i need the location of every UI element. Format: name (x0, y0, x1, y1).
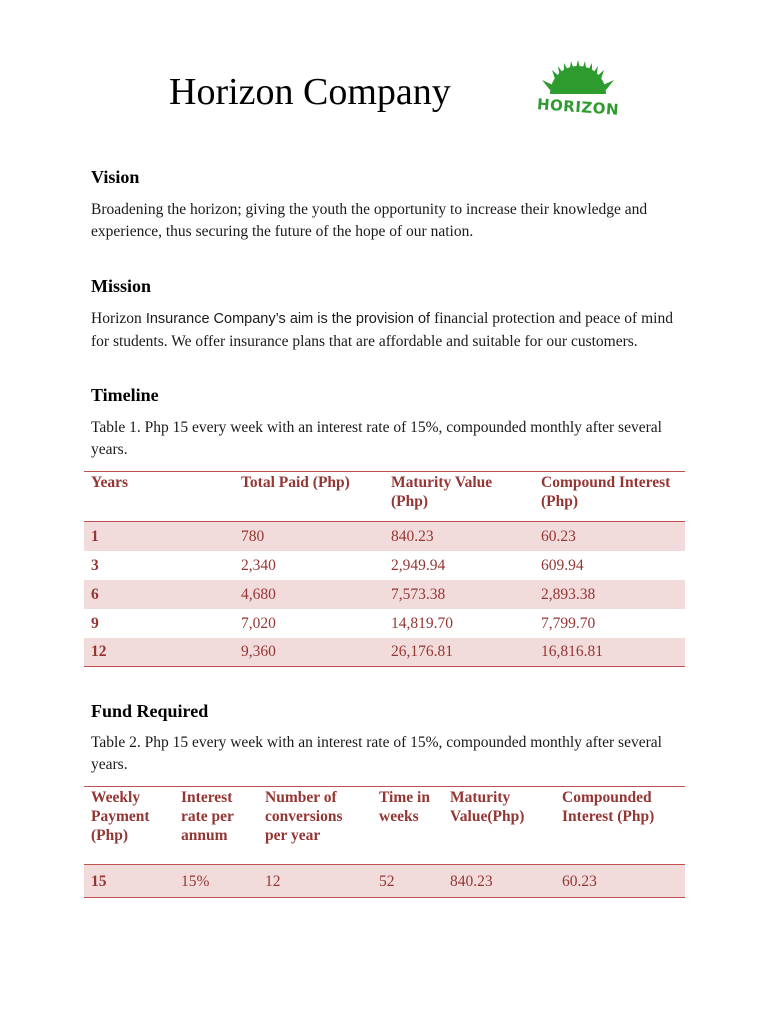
table-row (84, 638, 685, 667)
table-cell: 12 (258, 865, 372, 898)
column-header: Compounded Interest (Php) (555, 787, 685, 865)
mission-text-part2: Insurance Company’s aim is the provision of (141, 311, 435, 327)
table-cell: 16,816.81 (534, 638, 685, 667)
table-cell: 7,573.38 (384, 580, 534, 609)
column-header: Interest rate per annum (174, 787, 258, 865)
table-cell: 15% (174, 865, 258, 898)
table2-caption: Table 2. Php 15 every week with an interest rate of 15%, compounded monthly after several years. (91, 734, 662, 773)
table-cell: 52 (372, 865, 443, 898)
table-row (84, 865, 685, 898)
table-cell: 4,680 (234, 580, 384, 609)
mission-heading: Mission (91, 276, 152, 296)
vision-heading: Vision (91, 167, 140, 187)
column-header: Weekly Payment (Php) (84, 787, 174, 865)
mission-text-part1: Horizon (91, 310, 142, 327)
column-header: Time in weeks (372, 787, 443, 865)
table-cell: 609.94 (541, 556, 584, 574)
table-row (84, 609, 685, 638)
column-header: Total Paid (Php) (234, 472, 384, 522)
table-cell: 2,949.94 (391, 556, 446, 574)
table-cell: 15 (84, 865, 174, 898)
column-header: Maturity Value(Php) (443, 787, 555, 865)
table-row (84, 580, 685, 609)
table-header-row (84, 787, 685, 865)
timeline-heading: Timeline (91, 385, 159, 405)
table-cell: 840.23 (384, 522, 534, 551)
table-cell: 1 (84, 522, 234, 551)
horizon-logo (528, 58, 628, 128)
table-cell: 14,819.70 (391, 614, 453, 632)
vision-text: Broadening the horizon; giving the youth the opportunity to increase their knowledge and experience, thus securing the future of the hope of our nation. (91, 201, 648, 240)
table-cell: 60.23 (534, 522, 685, 551)
page-title: Horizon Company (169, 71, 451, 113)
fund-table (84, 786, 685, 898)
table-cell: 9,360 (234, 638, 384, 667)
table1-caption: Table 1. Php 15 every week with an interest rate of 15%, compounded monthly after several years. (91, 419, 662, 458)
column-header: Number of conversions per year (258, 787, 372, 865)
table-cell: 2,893.38 (534, 580, 685, 609)
logo-text: HORIZON (536, 95, 620, 119)
table-cell: 60.23 (555, 865, 685, 898)
fund-heading: Fund Required (91, 701, 209, 721)
table-row (84, 522, 685, 551)
mission-text (91, 308, 691, 352)
table-cell: 3 (91, 556, 99, 574)
table-cell: 12 (84, 638, 234, 667)
mission-text-part3: financial protection and peace of mind for students. We offer insurance plans that are affordable and suitable for our customers. (91, 310, 673, 350)
column-header: Compound Interest (Php) (534, 472, 685, 522)
table-cell: 780 (234, 522, 384, 551)
table-cell: 7,020 (241, 614, 276, 632)
table-cell: 7,799.70 (541, 614, 596, 632)
column-header: Years (84, 472, 234, 522)
table-cell: 6 (84, 580, 234, 609)
table-cell: 2,340 (241, 556, 276, 574)
table-header-row (84, 472, 685, 522)
table-cell: 26,176.81 (384, 638, 534, 667)
column-header: Maturity Value (Php) (384, 472, 534, 522)
timeline-table (84, 471, 685, 667)
table-row (84, 551, 685, 580)
table-cell: 840.23 (443, 865, 555, 898)
table-cell: 9 (91, 614, 99, 632)
